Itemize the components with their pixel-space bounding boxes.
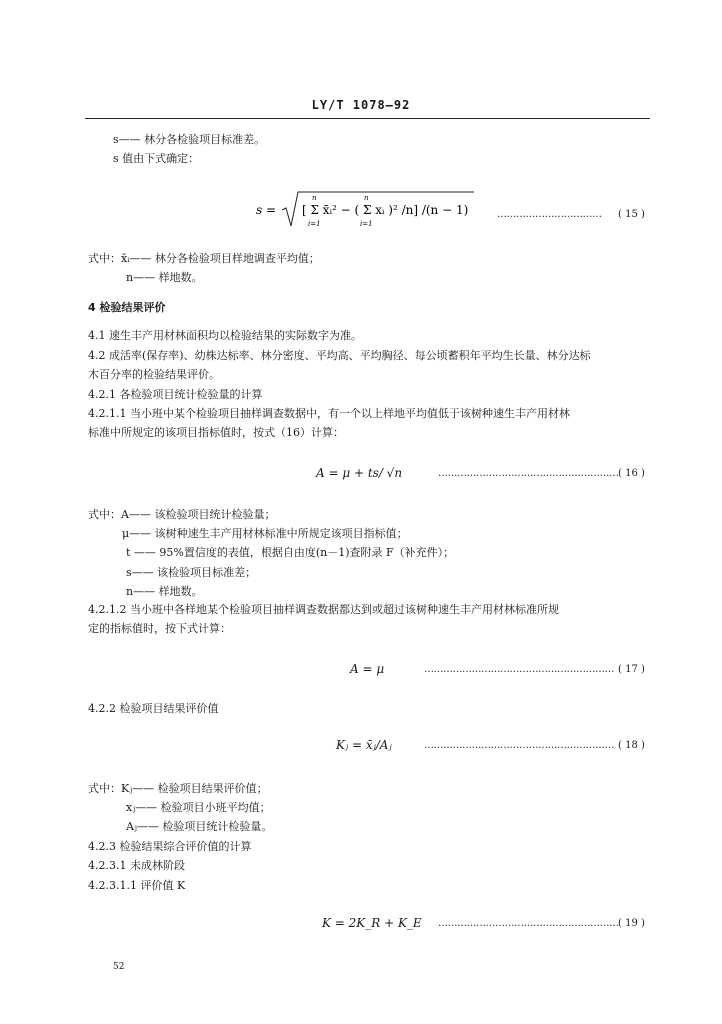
para-4-2-1-1-a: 4.2.1.1 当小班中某个检验项目抽样调查数据中，有一个以上样地平均值低于该树种速生丰产用材林 <box>88 407 570 420</box>
f15-body: [ Σ x̄ᵢ² − ( Σ xᵢ )² /n] /(n − 1) <box>302 203 469 217</box>
para-4-2-1: 4.2.1 各检验项目统计检验量的计算 <box>88 388 263 401</box>
formula-15 <box>256 186 476 234</box>
para-4-2-1-2-b: 定的指标值时，按下式计算： <box>88 622 231 635</box>
para-4-2-a: 4.2 成活率(保存率)、幼株达标率、林分密度、平均高、平均胸径、每公顷蓄积年平均生长量、林分达标 <box>88 349 591 362</box>
para-4-2-b: 木百分率的检验结果评价。 <box>88 368 220 381</box>
eq-number-16: ( 16 ) <box>618 468 645 479</box>
where-kj: 式中：Kⱼ—— 检验项目结果评价值； <box>88 782 268 795</box>
def-xj: xⱼ—— 检验项目小班平均值； <box>126 801 271 814</box>
f15-sum1-lower: i=1 <box>308 220 321 228</box>
def-s2: s—— 该检验项目标准差； <box>126 566 257 579</box>
leader-15: …………………………… <box>497 209 602 220</box>
def-mu: μ—— 该树种速生丰产用材林标准中所规定该项目指标值； <box>122 527 408 540</box>
f15-lhs: s = <box>256 203 277 217</box>
header-rule <box>85 118 650 119</box>
para-4-1: 4.1 速生丰产用材林面积均以检验结果的实际数字为准。 <box>88 329 362 342</box>
para-4-2-3-1: 4.2.3.1 未成林阶段 <box>88 859 185 872</box>
eq-number-15: ( 15 ) <box>618 209 645 220</box>
formula-17: A = μ <box>350 662 385 676</box>
leader-18: …………………………………………………… <box>424 740 614 751</box>
eq-number-19: ( 19 ) <box>618 918 645 929</box>
leader-17: …………………………………………………… <box>424 664 614 675</box>
para-4-2-3-1-1: 4.2.3.1.1 评价值 K <box>88 879 186 892</box>
def-aj: Aⱼ—— 检验项目统计检验量。 <box>126 820 273 833</box>
formula-15-svg <box>256 186 476 234</box>
def-t: t —— 95%置信度的表值，根据自由度(n－1)查附录 F（补充件）； <box>126 546 455 559</box>
leader-19: ………………………………………………… <box>438 918 619 929</box>
def-n2: n—— 样地数。 <box>126 585 203 598</box>
section-4-title: 4 检验结果评价 <box>88 301 166 314</box>
f18-text: Kⱼ = x̄ⱼ/Aⱼ <box>336 738 392 752</box>
def-n: n—— 样地数。 <box>126 271 203 284</box>
standard-header: LY/T 1078—92 <box>311 98 411 112</box>
eq-number-17: ( 17 ) <box>618 664 645 675</box>
leader-16: ………………………………………………… <box>438 468 619 479</box>
para-4-2-3: 4.2.3 检验结果综合评价值的计算 <box>88 840 252 853</box>
where-a: 式中：A—— 该检验项目统计检验量； <box>88 508 276 521</box>
para-4-2-1-2-a: 4.2.1.2 当小班中各样地某个检验项目抽样调查数据都达到或超过该树种速生丰产用材林标准所规 <box>88 603 559 616</box>
def-s: s—— 林分各检验项目标准差。 <box>113 133 266 146</box>
eq-number-18: ( 18 ) <box>618 740 645 751</box>
formula-16: A = μ + ts/ √n <box>316 466 403 480</box>
para-4-2-1-1-b: 标准中所规定的该项目指标值时，按式（16）计算： <box>88 426 344 439</box>
def-s-intro: s 值由下式确定： <box>113 152 200 165</box>
page-number: 52 <box>113 962 125 972</box>
para-4-2-2: 4.2.2 检验项目结果评价值 <box>88 702 219 715</box>
f15-sum1-upper: n <box>312 194 317 202</box>
f15-sum2-lower: i=1 <box>360 220 373 228</box>
formula-18 <box>336 738 392 752</box>
formula-19: K = 2K_R + K_E <box>322 916 422 930</box>
f15-sum2-upper: n <box>364 194 369 202</box>
where-xi: 式中：x̄ᵢ—— 林分各检验项目样地调查平均值； <box>88 252 320 265</box>
